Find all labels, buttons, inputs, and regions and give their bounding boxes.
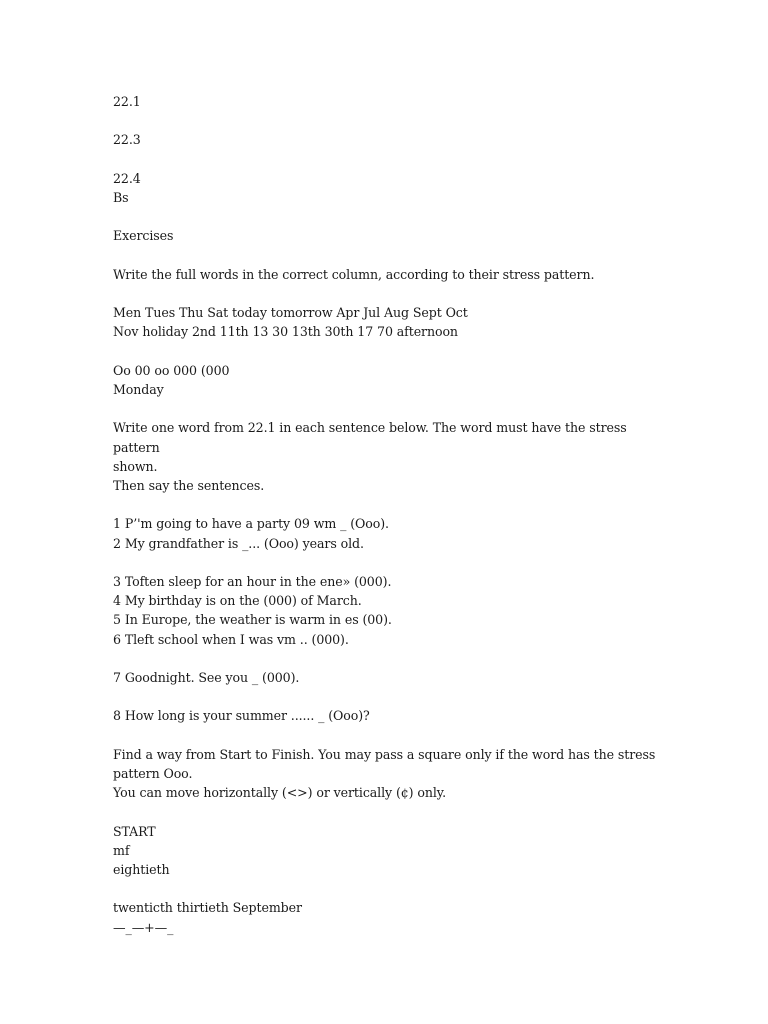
instruction-text: Write one word from 22.1 in each sentence below. The word must have the stress pattern bbox=[113, 420, 631, 455]
sentence-item: 8 How long is your summer ...... _ (Ooo)? bbox=[113, 708, 370, 724]
blank-line bbox=[113, 553, 658, 572]
blank-line bbox=[113, 246, 658, 265]
instruction-text: shown. bbox=[113, 458, 158, 474]
document-page bbox=[113, 92, 658, 937]
blank-line bbox=[113, 687, 658, 706]
exercises-heading: Exercises bbox=[113, 228, 174, 244]
example-word: Monday bbox=[113, 381, 164, 397]
blank-line bbox=[113, 284, 658, 303]
blank-line bbox=[113, 342, 658, 361]
sentence-item: 2 My grandfather is _... (Ooo) years old. bbox=[113, 535, 364, 551]
blank-line bbox=[113, 207, 658, 226]
maze-start-label: START bbox=[113, 823, 156, 839]
word-list-line: Nov holiday 2nd 11th 13 30 13th 30th 17 70 afternoon bbox=[113, 324, 458, 340]
blank-line bbox=[113, 111, 658, 130]
word-list-line: Men Tues Thu Sat today tomorrow Apr Jul Aug Sept Oct bbox=[113, 305, 468, 321]
maze-cell-text: eightieth bbox=[113, 861, 170, 877]
section-number-22-1: 22.1 bbox=[113, 94, 141, 109]
blank-line bbox=[113, 495, 658, 514]
sentence-item: 7 Goodnight. See you _ (000). bbox=[113, 669, 300, 685]
instruction-text: You can move horizontally (<>) or vertically (¢) only. bbox=[113, 785, 447, 801]
sentence-item: 6 Tleft school when I was vm .. (000). bbox=[113, 631, 349, 647]
maze-row-text: twenticth thirtieth September bbox=[113, 900, 302, 916]
blank-line bbox=[113, 879, 658, 898]
instruction-text: Write the full words in the correct column, according to their stress pattern. bbox=[113, 266, 595, 282]
instruction-text: pattern Ooo. bbox=[113, 765, 193, 781]
blank-line bbox=[113, 726, 658, 745]
section-number-22-3: 22.3 bbox=[113, 132, 141, 148]
sentence-item: 5 In Europe, the weather is warm in es (00). bbox=[113, 612, 392, 628]
sentence-item: 3 Toften sleep for an hour in the ene» (000). bbox=[113, 573, 392, 589]
text-line: Bs bbox=[113, 189, 129, 205]
blank-line bbox=[113, 150, 658, 169]
sentence-item: 4 My birthday is on the (000) of March. bbox=[113, 593, 362, 609]
section-number-22-4: 22.4 bbox=[113, 170, 141, 186]
blank-line bbox=[113, 399, 658, 418]
maze-cell-text: mf bbox=[113, 842, 130, 858]
instruction-text: Find a way from Start to Finish. You may pass a square only if the word has the stress bbox=[113, 746, 656, 762]
sentence-item: 1 P’'m going to have a party 09 wm _ (Ooo). bbox=[113, 516, 389, 532]
maze-divider-text: —_—+—_ bbox=[113, 919, 174, 935]
blank-line bbox=[113, 649, 658, 668]
instruction-text: Then say the sentences. bbox=[113, 477, 265, 493]
blank-line bbox=[113, 802, 658, 821]
stress-pattern-headers: Oo 00 oo 000 (000 bbox=[113, 362, 230, 378]
